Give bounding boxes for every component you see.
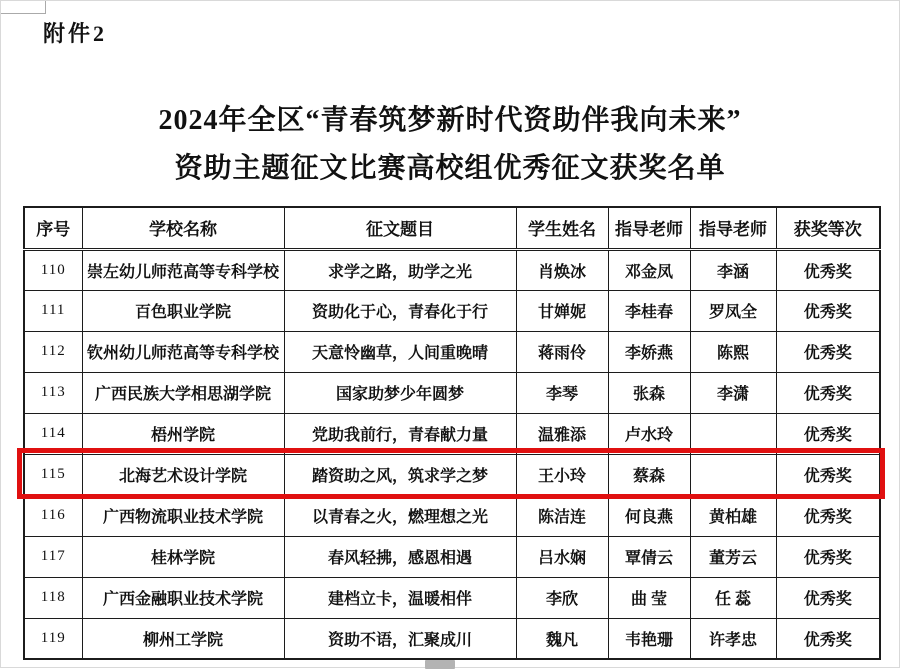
header-serial-number: 序号	[24, 207, 82, 249]
cell-serial-number: 111	[24, 290, 82, 331]
cell-award-level: 优秀奖	[776, 618, 880, 659]
cell-school-name: 北海艺术设计学院	[82, 454, 284, 495]
cell-award-level: 优秀奖	[776, 536, 880, 577]
cell-advisor-2: 陈熙	[690, 331, 776, 372]
cell-school-name: 柳州工学院	[82, 618, 284, 659]
cell-serial-number: 115	[24, 454, 82, 495]
document-title	[1, 97, 899, 193]
cell-advisor-2: 李潇	[690, 372, 776, 413]
cell-school-name: 广西物流职业技术学院	[82, 495, 284, 536]
table-row	[24, 454, 880, 495]
cell-school-name: 百色职业学院	[82, 290, 284, 331]
cell-essay-title: 求学之路，助学之光	[284, 249, 516, 290]
cell-essay-title: 党助我前行，青春献力量	[284, 413, 516, 454]
page-corner-artifact	[1, 1, 46, 14]
cell-essay-title: 资助不语，汇聚成川	[284, 618, 516, 659]
header-student-name: 学生姓名	[516, 207, 608, 249]
table-header-row	[24, 207, 880, 249]
document-title-line2: 资助主题征文比赛高校组优秀征文获奖名单	[174, 153, 726, 184]
cell-advisor-2: 黄柏雄	[690, 495, 776, 536]
cell-school-name: 崇左幼儿师范高等专科学校	[82, 249, 284, 290]
cell-essay-title: 资助化于心，青春化于行	[284, 290, 516, 331]
cell-serial-number: 114	[24, 413, 82, 454]
cell-advisor-1: 何良燕	[608, 495, 690, 536]
cell-essay-title: 春风轻拂，感恩相遇	[284, 536, 516, 577]
cell-advisor-1: 李桂春	[608, 290, 690, 331]
cell-advisor-2: 李涵	[690, 249, 776, 290]
header-award-level: 获奖等次	[776, 207, 880, 249]
cell-student-name: 蒋雨伶	[516, 331, 608, 372]
cell-advisor-1: 曲 莹	[608, 577, 690, 618]
document-title-line1: 2024年全区“青春筑梦新时代资助伴我向未来”	[158, 105, 742, 136]
table-row	[24, 372, 880, 413]
cell-serial-number: 110	[24, 249, 82, 290]
table-row	[24, 536, 880, 577]
cell-award-level: 优秀奖	[776, 290, 880, 331]
table-row	[24, 331, 880, 372]
cell-serial-number: 118	[24, 577, 82, 618]
table-row	[24, 290, 880, 331]
cell-serial-number: 119	[24, 618, 82, 659]
cell-advisor-1: 卢水玲	[608, 413, 690, 454]
cell-school-name: 钦州幼儿师范高等专科学校	[82, 331, 284, 372]
cell-advisor-2: 任 蕊	[690, 577, 776, 618]
cell-advisor-1: 蔡森	[608, 454, 690, 495]
table-row	[24, 249, 880, 290]
cell-advisor-2	[690, 413, 776, 454]
cell-advisor-2: 罗凤全	[690, 290, 776, 331]
cell-essay-title: 国家助梦少年圆梦	[284, 372, 516, 413]
cell-student-name: 陈洁连	[516, 495, 608, 536]
cell-essay-title: 天意怜幽草，人间重晚晴	[284, 331, 516, 372]
cell-essay-title: 以青春之火，燃理想之光	[284, 495, 516, 536]
cell-school-name: 桂林学院	[82, 536, 284, 577]
cell-serial-number: 116	[24, 495, 82, 536]
cell-serial-number: 117	[24, 536, 82, 577]
cell-advisor-2: 许孝忠	[690, 618, 776, 659]
award-table-wrapper	[23, 206, 879, 660]
cell-award-level: 优秀奖	[776, 249, 880, 290]
cell-award-level: 优秀奖	[776, 413, 880, 454]
cell-school-name: 梧州学院	[82, 413, 284, 454]
cell-school-name: 广西金融职业技术学院	[82, 577, 284, 618]
cell-student-name: 温雅添	[516, 413, 608, 454]
header-advisor-1: 指导老师	[608, 207, 690, 249]
cell-advisor-1: 李娇燕	[608, 331, 690, 372]
cell-award-level: 优秀奖	[776, 577, 880, 618]
cell-award-level: 优秀奖	[776, 331, 880, 372]
cell-essay-title: 踏资助之风，筑求学之梦	[284, 454, 516, 495]
cell-student-name: 甘婵妮	[516, 290, 608, 331]
attachment-label: 附件2	[43, 21, 108, 46]
cell-award-level: 优秀奖	[776, 495, 880, 536]
header-school-name: 学校名称	[82, 207, 284, 249]
cell-advisor-1: 邓金凤	[608, 249, 690, 290]
cell-advisor-2: 董芳云	[690, 536, 776, 577]
award-table	[23, 206, 881, 660]
cell-advisor-1: 张森	[608, 372, 690, 413]
cell-student-name: 王小玲	[516, 454, 608, 495]
cell-serial-number: 112	[24, 331, 82, 372]
cell-essay-title: 建档立卡，温暖相伴	[284, 577, 516, 618]
cell-advisor-1: 覃倩云	[608, 536, 690, 577]
cell-student-name: 李琴	[516, 372, 608, 413]
table-row	[24, 495, 880, 536]
header-advisor-2: 指导老师	[690, 207, 776, 249]
table-row	[24, 413, 880, 454]
cell-award-level: 优秀奖	[776, 454, 880, 495]
table-row	[24, 577, 880, 618]
cell-student-name: 吕水娴	[516, 536, 608, 577]
cell-award-level: 优秀奖	[776, 372, 880, 413]
cell-advisor-2	[690, 454, 776, 495]
header-essay-title: 征文题目	[284, 207, 516, 249]
cell-serial-number: 113	[24, 372, 82, 413]
cell-student-name: 魏凡	[516, 618, 608, 659]
cell-student-name: 肖焕冰	[516, 249, 608, 290]
table-row	[24, 618, 880, 659]
cell-advisor-1: 韦艳珊	[608, 618, 690, 659]
cell-student-name: 李欣	[516, 577, 608, 618]
cell-school-name: 广西民族大学相思湖学院	[82, 372, 284, 413]
